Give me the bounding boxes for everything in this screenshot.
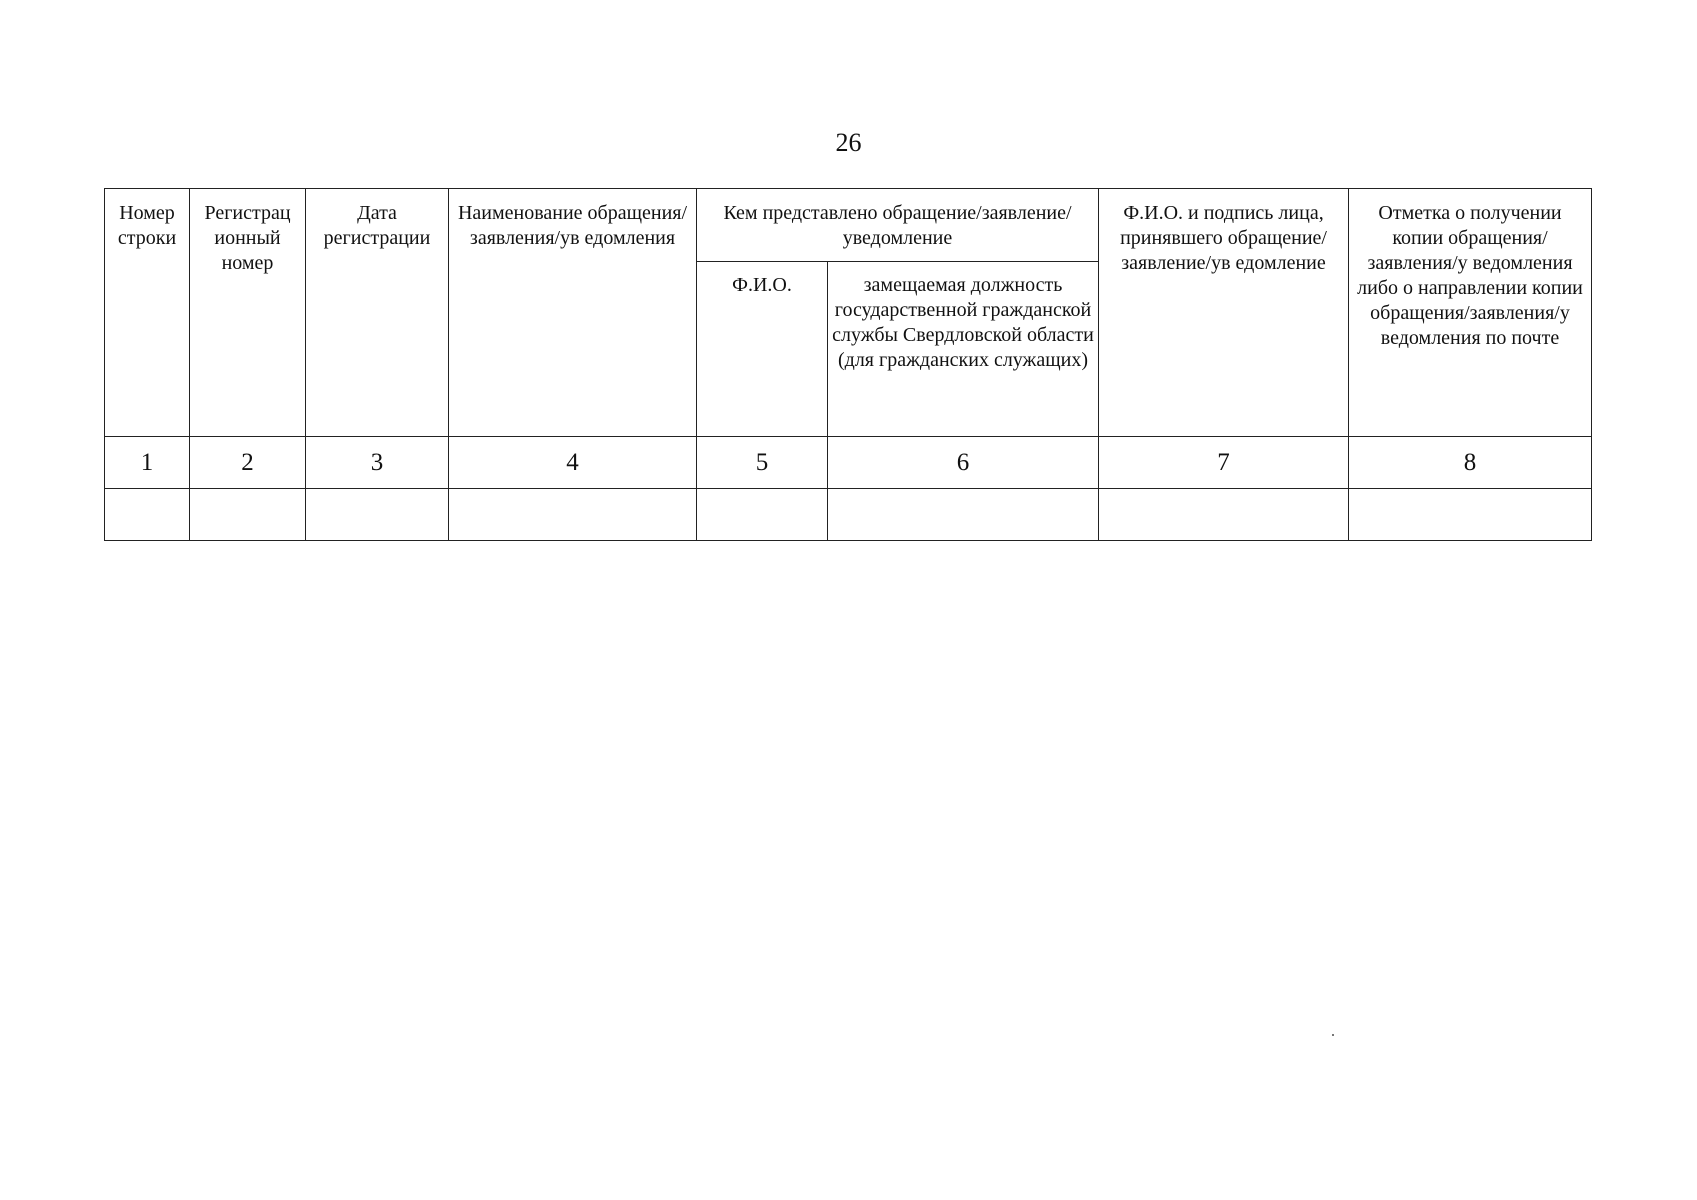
column-number: 8 [1349, 437, 1592, 489]
column-number: 5 [697, 437, 828, 489]
header-submitted-position: замещаемая должность государственной гражданской службы Свердловской области (для гражданских служащих) [828, 262, 1099, 437]
table-cell [190, 489, 306, 541]
page-number: 26 [835, 128, 862, 157]
table-cell [1099, 489, 1349, 541]
table-cell [306, 489, 449, 541]
column-number: 3 [306, 437, 449, 489]
table-cell [105, 489, 190, 541]
column-number-row [105, 437, 1592, 489]
header-copy-mark: Отметка о получении копии обращения/заявления/у ведомления либо о направлении копии обращения/заявления/у ведомления по почте [1349, 189, 1592, 437]
column-number: 1 [105, 437, 190, 489]
table-cell [1349, 489, 1592, 541]
table-cell [828, 489, 1099, 541]
registration-table [104, 188, 1592, 541]
column-number: 2 [190, 437, 306, 489]
header-submitted-fio: Ф.И.О. [697, 262, 828, 437]
header-doc-name: Наименование обращения/заявления/ув едомления [449, 189, 697, 437]
scan-artifact-dot [1332, 1034, 1334, 1036]
header-accepted-by: Ф.И.О. и подпись лица, принявшего обращение/заявление/ув едомление [1099, 189, 1349, 437]
column-number: 4 [449, 437, 697, 489]
column-number: 6 [828, 437, 1099, 489]
table-header-row [105, 189, 1592, 262]
header-reg-number: Регистрац ионный номер [190, 189, 306, 437]
header-row-number: Номер строки [105, 189, 190, 437]
header-reg-date: Дата регистрации [306, 189, 449, 437]
table-row [105, 489, 1592, 541]
table-cell [449, 489, 697, 541]
column-number: 7 [1099, 437, 1349, 489]
header-submitted-by: Кем представлено обращение/заявление/уведомление [697, 189, 1099, 262]
table-cell [697, 489, 828, 541]
